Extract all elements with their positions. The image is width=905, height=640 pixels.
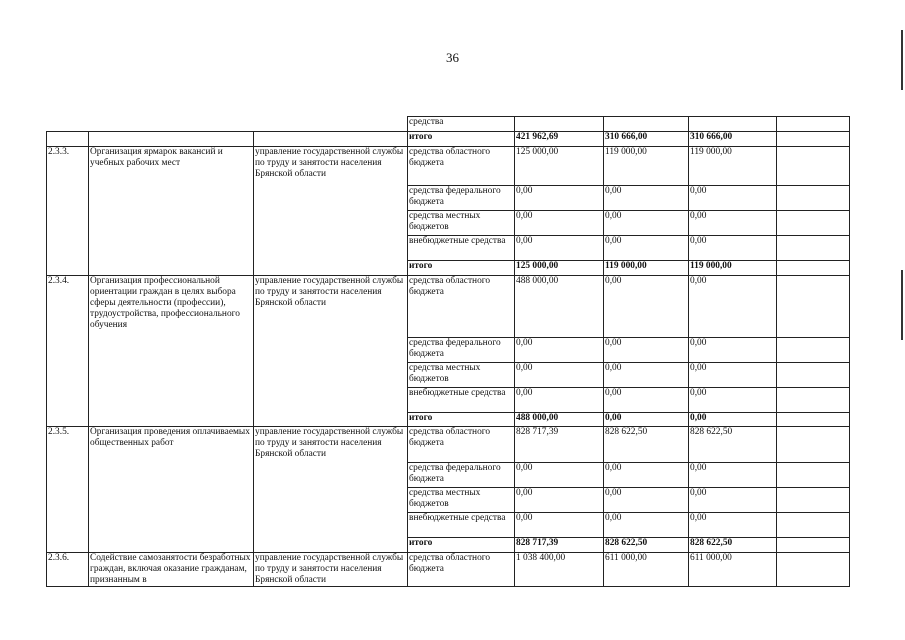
amount-cell: 0,00 [689, 363, 777, 388]
amount-cell: 0,00 [604, 338, 689, 363]
amount-cell [777, 513, 850, 538]
amount-cell: 828 622,50 [604, 538, 689, 553]
amount-cell: 0,00 [689, 186, 777, 211]
funding-source-cell: средства [408, 117, 515, 132]
amount-cell: 119 000,00 [604, 261, 689, 276]
amount-cell: 828 622,50 [604, 427, 689, 463]
amount-cell [777, 117, 850, 132]
amount-cell: 828 717,39 [515, 538, 604, 553]
amount-cell [777, 147, 850, 186]
amount-cell: 1 038 400,00 [515, 553, 604, 587]
amount-cell [777, 236, 850, 261]
amount-cell [777, 427, 850, 463]
amount-cell: 0,00 [604, 211, 689, 236]
amount-cell: 125 000,00 [515, 261, 604, 276]
funding-source-cell: средства местных бюджетов [408, 363, 515, 388]
table-row [47, 147, 850, 186]
executor-cell: управление государственной службы по труду и занятости населения Брянской области [254, 427, 408, 553]
amount-cell: 0,00 [515, 488, 604, 513]
measure-number-cell [47, 132, 89, 147]
budget-table [46, 116, 850, 587]
table-row [47, 553, 850, 587]
measure-name-cell: Организация профессиональной ориентации граждан в целях выбора сферы деятельности (профессии), трудоустройства, профессионального обучения [89, 276, 254, 427]
funding-source-cell: средства областного бюджета [408, 276, 515, 338]
amount-cell [777, 553, 850, 587]
amount-cell: 0,00 [515, 236, 604, 261]
funding-source-cell: внебюджетные средства [408, 513, 515, 538]
amount-cell: 0,00 [604, 488, 689, 513]
executor-cell: управление государственной службы по труду и занятости населения Брянской области [254, 553, 408, 587]
funding-source-cell: средства областного бюджета [408, 553, 515, 587]
amount-cell: 421 962,69 [515, 132, 604, 147]
amount-cell: 611 000,00 [604, 553, 689, 587]
amount-cell [777, 186, 850, 211]
amount-cell [777, 538, 850, 553]
measure-name-cell: Организация проведения оплачиваемых общественных работ [89, 427, 254, 553]
measure-name-cell: Организация ярмарок вакансий и учебных рабочих мест [89, 147, 254, 276]
amount-cell: 828 717,39 [515, 427, 604, 463]
amount-cell: 488 000,00 [515, 413, 604, 427]
amount-cell: 0,00 [689, 488, 777, 513]
funding-source-cell: средства местных бюджетов [408, 488, 515, 513]
table-row [47, 276, 850, 338]
funding-source-cell: итого [408, 132, 515, 147]
amount-cell: 119 000,00 [689, 261, 777, 276]
measure-number-cell: 2.3.4. [47, 276, 89, 427]
amount-cell: 0,00 [604, 236, 689, 261]
amount-cell: 0,00 [689, 513, 777, 538]
amount-cell [777, 261, 850, 276]
amount-cell: 0,00 [604, 388, 689, 413]
amount-cell: 0,00 [604, 413, 689, 427]
amount-cell: 310 666,00 [604, 132, 689, 147]
funding-source-cell: средства областного бюджета [408, 147, 515, 186]
scan-edge-mark [901, 30, 903, 90]
amount-cell: 0,00 [604, 186, 689, 211]
amount-cell: 0,00 [689, 388, 777, 413]
amount-cell [515, 117, 604, 132]
funding-source-cell: средства областного бюджета [408, 427, 515, 463]
executor-cell: управление государственной службы по труду и занятости населения Брянской области [254, 276, 408, 427]
amount-cell: 0,00 [515, 363, 604, 388]
amount-cell [689, 117, 777, 132]
amount-cell [777, 276, 850, 338]
amount-cell: 828 622,50 [689, 427, 777, 463]
funding-source-cell: средства местных бюджетов [408, 211, 515, 236]
amount-cell: 0,00 [604, 276, 689, 338]
amount-cell: 828 622,50 [689, 538, 777, 553]
funding-source-cell: средства федерального бюджета [408, 338, 515, 363]
amount-cell: 0,00 [689, 276, 777, 338]
amount-cell: 0,00 [604, 463, 689, 488]
funding-source-cell: итого [408, 413, 515, 427]
amount-cell: 0,00 [689, 413, 777, 427]
amount-cell: 0,00 [515, 338, 604, 363]
page-number: 36 [446, 50, 459, 65]
budget-table-body [47, 117, 850, 587]
amount-cell: 0,00 [689, 463, 777, 488]
amount-cell: 0,00 [515, 513, 604, 538]
amount-cell: 119 000,00 [689, 147, 777, 186]
empty-cell [47, 117, 408, 132]
amount-cell: 0,00 [515, 186, 604, 211]
amount-cell [777, 413, 850, 427]
funding-source-cell: итого [408, 538, 515, 553]
amount-cell: 0,00 [689, 236, 777, 261]
amount-cell: 0,00 [604, 363, 689, 388]
amount-cell: 0,00 [604, 513, 689, 538]
amount-cell: 119 000,00 [604, 147, 689, 186]
amount-cell: 0,00 [515, 463, 604, 488]
table-row [47, 427, 850, 463]
amount-cell: 0,00 [515, 388, 604, 413]
executor-cell [254, 132, 408, 147]
funding-source-cell: внебюджетные средства [408, 388, 515, 413]
scan-edge-mark [901, 270, 903, 340]
measure-name-cell: Содействие самозанятости безработных граждан, включая оказание гражданам, признанным в [89, 553, 254, 587]
amount-cell: 310 666,00 [689, 132, 777, 147]
amount-cell: 125 000,00 [515, 147, 604, 186]
amount-cell [604, 117, 689, 132]
amount-cell: 611 000,00 [689, 553, 777, 587]
amount-cell [777, 338, 850, 363]
amount-cell: 0,00 [515, 211, 604, 236]
measure-number-cell: 2.3.5. [47, 427, 89, 553]
executor-cell: управление государственной службы по труду и занятости населения Брянской области [254, 147, 408, 276]
funding-source-cell: средства федерального бюджета [408, 463, 515, 488]
table-row [47, 117, 850, 132]
amount-cell: 0,00 [689, 211, 777, 236]
amount-cell [777, 488, 850, 513]
amount-cell [777, 388, 850, 413]
measure-number-cell: 2.3.6. [47, 553, 89, 587]
measure-number-cell: 2.3.3. [47, 147, 89, 276]
amount-cell [777, 463, 850, 488]
funding-source-cell: внебюджетные средства [408, 236, 515, 261]
funding-source-cell: средства федерального бюджета [408, 186, 515, 211]
table-row [47, 132, 850, 147]
amount-cell [777, 132, 850, 147]
amount-cell: 0,00 [689, 338, 777, 363]
measure-name-cell [89, 132, 254, 147]
funding-source-cell: итого [408, 261, 515, 276]
amount-cell [777, 363, 850, 388]
amount-cell: 488 000,00 [515, 276, 604, 338]
amount-cell [777, 211, 850, 236]
